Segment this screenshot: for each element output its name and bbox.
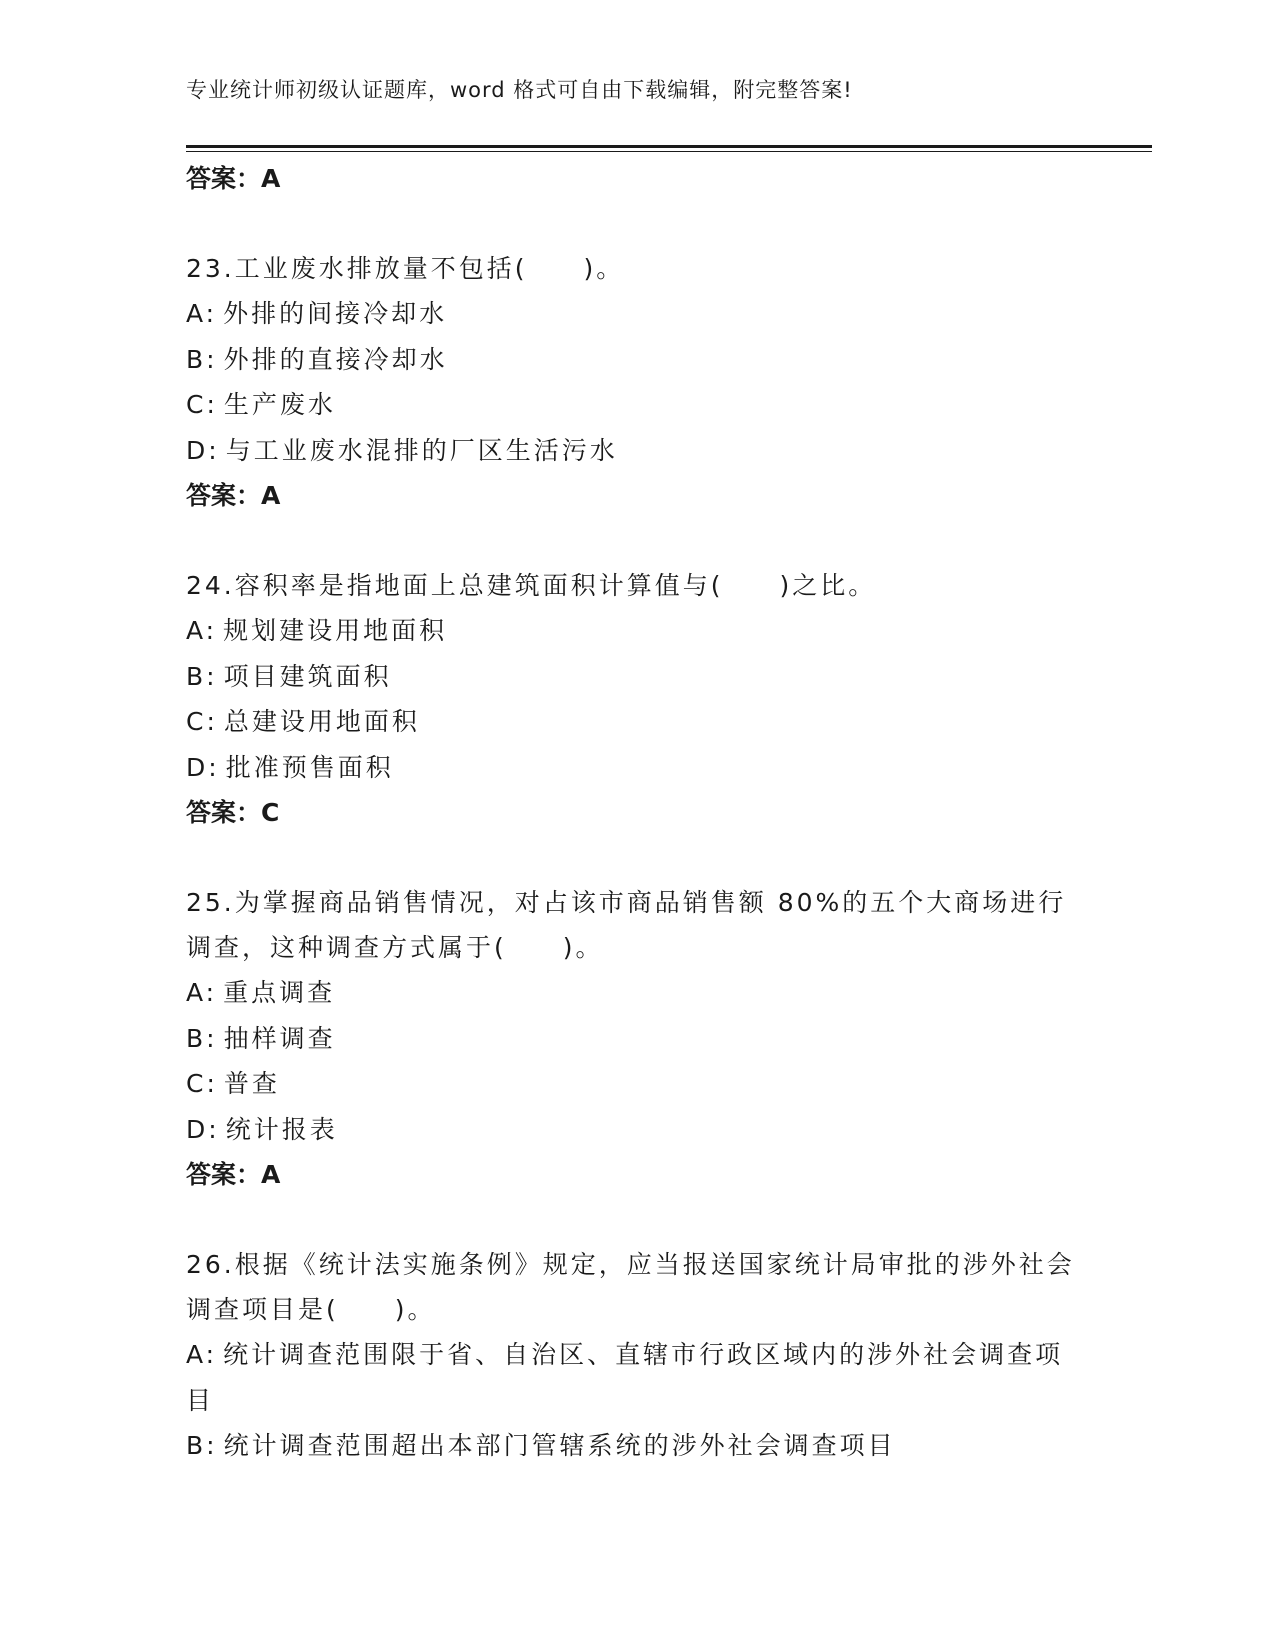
option-text: 抽样调查 [223,1023,336,1053]
option-label: A: [186,978,218,1007]
spacer [186,202,1086,246]
question-stem: 24.容积率是指地面上总建筑面积计算值与( )之比。 [186,571,877,600]
option-c [186,1061,1086,1107]
option-c [186,699,1086,745]
option-d [186,745,1086,791]
previous-answer: 答案：A [186,164,281,193]
answer-line: 答案：C [186,798,280,827]
option-label: D: [186,1114,220,1144]
option-b [186,1423,1086,1469]
option-text: 外排的间接冷却水 [223,299,448,328]
option-b [186,654,1086,700]
question-list [186,156,1086,1469]
option-label: C: [186,707,218,736]
option-label: C: [186,390,218,419]
option-label: B: [186,661,218,691]
option-text: 规划建设用地面积 [223,616,448,645]
option-a [186,1332,1086,1423]
header-rule-thick [186,145,1152,148]
question-stem: 26.根据《统计法实施条例》规定，应当报送国家统计局审批的涉外社会调查项目是( )。 [186,1250,1075,1324]
option-label: B: [186,344,218,374]
option-d [186,1107,1086,1153]
option-text: 普查 [223,1069,280,1098]
question-24 [186,563,1086,836]
option-text: 重点调查 [223,978,336,1007]
option-b [186,1016,1086,1062]
option-label: D: [186,435,220,465]
question-stem: 23.工业废水排放量不包括( )。 [186,254,625,283]
spacer [186,836,1086,880]
header-rule-thin [186,151,1152,152]
option-label: A: [186,1340,218,1369]
option-text: 生产废水 [223,390,336,419]
option-a [186,970,1086,1016]
page-header: 专业统计师初级认证题库，word 格式可自由下载编辑，附完整答案! [186,78,853,102]
question-25 [186,880,1086,1198]
question-stem: 25.为掌握商品销售情况，对占该市商品销售额 80%的五个大商场进行调查，这种调查方式属于( )。 [186,888,1067,962]
option-label: B: [186,1023,218,1053]
option-text: 项目建筑面积 [223,661,392,691]
option-c [186,382,1086,428]
answer-line: 答案：A [186,1160,281,1189]
option-label: A: [186,299,218,328]
option-d [186,428,1086,474]
option-text: 统计报表 [225,1114,338,1144]
option-text: 统计调查范围超出本部门管辖系统的涉外社会调查项目 [223,1431,896,1460]
option-label: B: [186,1431,218,1460]
option-label: C: [186,1069,218,1098]
option-text: 外排的直接冷却水 [223,344,448,374]
option-text: 统计调查范围限于省、自治区、直辖市行政区域内的涉外社会调查项目 [186,1340,1064,1415]
option-text: 批准预售面积 [225,752,394,782]
option-b [186,337,1086,383]
question-23 [186,246,1086,519]
spacer [186,1198,1086,1242]
answer-line: 答案：A [186,481,281,510]
option-text: 与工业废水混排的厂区生活污水 [225,435,618,465]
option-label: D: [186,752,220,782]
option-label: A: [186,616,218,645]
option-a [186,291,1086,337]
spacer [186,519,1086,563]
question-26 [186,1242,1086,1469]
option-text: 总建设用地面积 [223,707,420,736]
option-a [186,608,1086,654]
